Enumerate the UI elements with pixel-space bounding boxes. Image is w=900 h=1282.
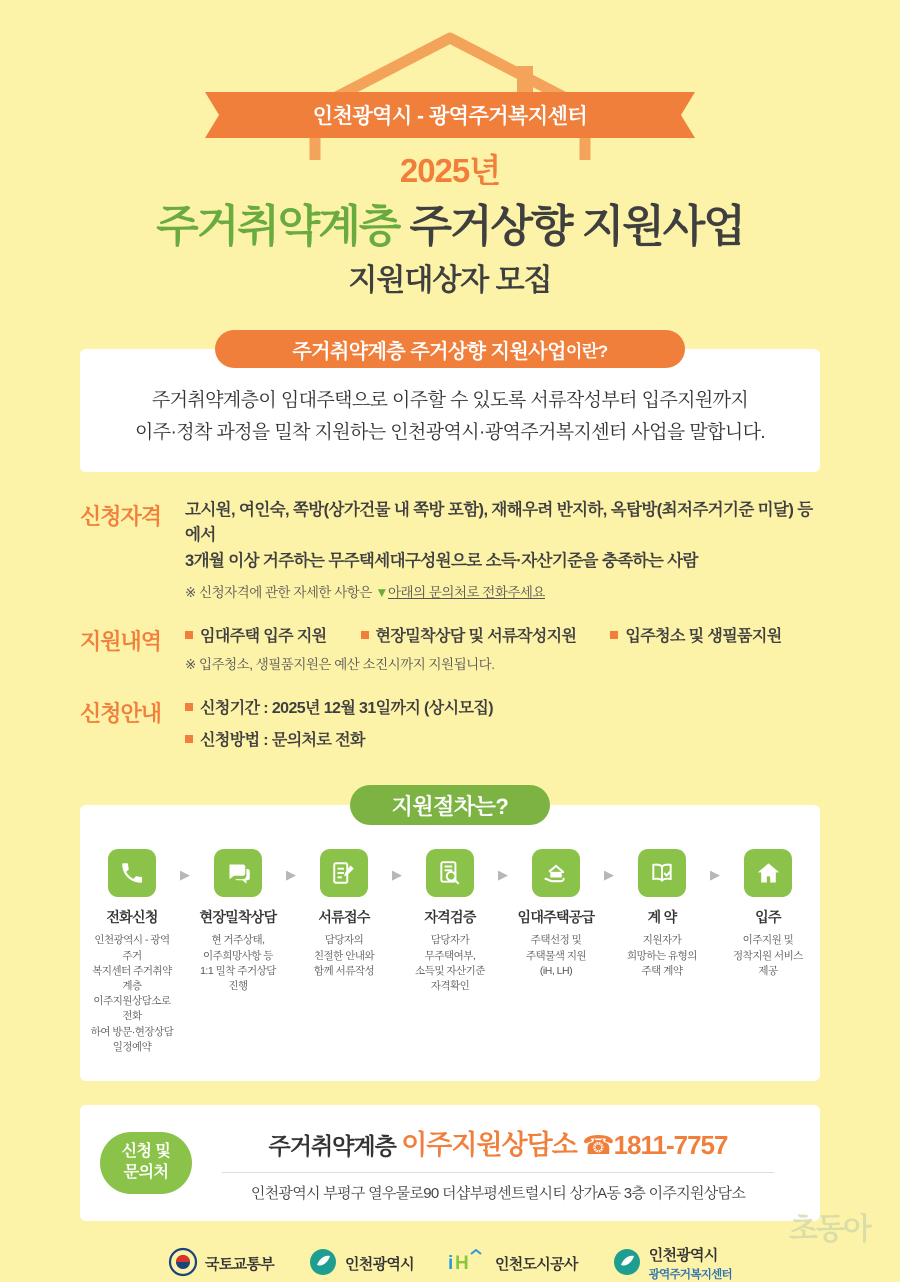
section-eligibility-body — [185, 498, 820, 602]
process-step-desc: 담당자가 무주택여부, 소득및 자산기준 자격확인 — [415, 934, 485, 992]
section-eligibility — [80, 498, 820, 602]
process-step-desc: 주택선정 및 주택물색 지원 (iH, LH) — [525, 934, 587, 977]
process-section — [80, 785, 820, 1081]
process-step-desc: 현 거주상태, 이주희망사항 등 1:1 밀착 주거상담 진행 — [200, 934, 276, 992]
intro-section — [80, 330, 820, 472]
logo-welfare-center — [612, 1247, 732, 1282]
contact-divider — [222, 1172, 774, 1173]
document-search-icon — [426, 849, 474, 897]
process-arrow-icon: ▶ — [392, 867, 402, 883]
contact-title-line — [196, 1123, 800, 1162]
section-support-items — [80, 623, 820, 673]
process-box — [80, 805, 820, 1081]
process-step — [196, 849, 280, 994]
process-step-desc: 지원자가 희망하는 유형의 주택 계약 — [627, 934, 697, 977]
intro-line-2: 이주·정착 과정을 밀착 지원하는 인천광역시·광역주거복지센터 사업을 말합니다. — [134, 422, 766, 444]
process-step — [90, 849, 174, 1055]
eligibility-note — [185, 581, 820, 601]
document-pen-icon — [320, 849, 368, 897]
section-eligibility-label: 신청자격 — [80, 503, 162, 529]
triangle-down-icon: ▼ — [375, 585, 388, 601]
ih-emblem-icon — [448, 1248, 488, 1281]
contact-title-prefix: 주거취약계층 — [268, 1133, 402, 1160]
eligibility-note-prefix: ※ 신청자격에 관한 자세한 사항은 — [185, 585, 376, 601]
process-arrow-icon: ▶ — [710, 867, 720, 883]
watermark: 초동아 — [789, 1212, 870, 1247]
process-step — [620, 849, 704, 979]
logo-row — [80, 1247, 820, 1282]
eligibility-note-underline: 아래의 문의처로 전화주세요 — [387, 585, 545, 601]
section-support-items-label: 지원내역 — [80, 629, 162, 655]
telephone-icon: ☎ — [582, 1130, 614, 1161]
intro-badge — [215, 330, 685, 368]
process-step-desc: 인천광역시 - 광역주거 복지센터 주거취약계층 이주지원상담소로 전화 하여 방문·현장상담 일정예약 — [90, 934, 174, 1053]
logo-welfare-center-line-1: 인천광역시 — [648, 1247, 718, 1265]
contact-badge — [100, 1132, 192, 1194]
support-item-2: 현장밀착상담 및 서류작성지원 — [361, 623, 577, 646]
logo-incheon-label: 인천광역시 — [344, 1255, 414, 1273]
ribbon-text: 인천광역시 - 광역주거복지센터 — [312, 105, 588, 128]
logo-welfare-center-line-2: 광역주거복지센터 — [648, 1268, 732, 1281]
process-arrow-icon: ▶ — [498, 867, 508, 883]
process-step — [408, 849, 492, 994]
support-item-1: 임대주택 입주 지원 — [185, 623, 327, 646]
chat-icon — [214, 849, 262, 897]
application-guide-item-2: 신청방법 : 문의처로 전화 — [185, 727, 820, 750]
support-item-3: 입주청소 및 생필품지원 — [610, 623, 781, 646]
moli-emblem-icon — [168, 1247, 198, 1282]
process-arrow-icon: ▶ — [180, 867, 190, 883]
eligibility-line-1: 고시원, 여인숙, 쪽방(상가건물 내 쪽방 포함), 재해우려 반지하, 옥탑방(최저주거기준 미달) 등에서 — [185, 500, 813, 545]
logo-moli-label: 국토교통부 — [205, 1255, 274, 1273]
process-step-title: 서류접수 — [318, 909, 370, 926]
svg-text:H: H — [454, 1253, 469, 1275]
contact-main — [192, 1123, 800, 1203]
contact-badge-line-1: 신청 및 — [121, 1143, 171, 1161]
house-hand-icon — [532, 849, 580, 897]
process-step — [726, 849, 810, 979]
process-step — [302, 849, 386, 979]
contact-section — [80, 1105, 820, 1221]
svg-text:i: i — [447, 1253, 454, 1275]
contact-address: 인천광역시 부평구 열우물로90 더샵부평센트럴시티 상가A동 3층 이주지원상담소 — [250, 1185, 746, 1203]
process-step-desc: 이주지원 및 정착지원 서비스 제공 — [733, 934, 803, 977]
intro-badge-bold: 주거취약계층 주거상향 지원사업 — [292, 340, 566, 363]
logo-welfare-center-label — [649, 1247, 732, 1282]
process-step-title: 현장밀착상담 — [199, 909, 277, 926]
intro-line-1: 주거취약계층이 임대주택으로 이주할 수 있도록 서류작성부터 입주지원까지 — [151, 390, 749, 411]
poster-header — [0, 0, 900, 310]
process-steps — [90, 849, 810, 1055]
support-items-bullets — [185, 623, 820, 646]
home-icon — [744, 849, 792, 897]
incheon-emblem-icon — [308, 1247, 338, 1282]
process-step — [514, 849, 598, 979]
info-sections — [80, 498, 820, 760]
intro-badge-tail: 이란? — [565, 341, 608, 361]
logo-ih — [448, 1248, 578, 1281]
section-application-guide — [80, 695, 820, 759]
process-arrow-icon: ▶ — [604, 867, 614, 883]
welfare-center-emblem-icon — [612, 1247, 642, 1282]
logo-ih-label: 인천도시공사 — [494, 1255, 578, 1273]
contract-check-icon — [638, 849, 686, 897]
contact-office-name: 이주지원상담소 — [401, 1130, 577, 1161]
section-support-items-body — [185, 623, 820, 673]
process-step-desc: 담당자의 친절한 안내와 함께 서류작성 — [313, 934, 375, 977]
process-arrow-icon: ▶ — [286, 867, 296, 883]
process-step-title: 전화신청 — [106, 909, 158, 926]
process-step-title: 계 약 — [647, 909, 677, 926]
page-title-green: 주거취약계층 — [156, 202, 400, 251]
page-title — [0, 190, 900, 254]
page-subtitle: 지원대상자 모집 — [348, 264, 552, 297]
contact-badge-line-2: 문의처 — [123, 1164, 169, 1182]
logo-incheon — [308, 1247, 414, 1282]
phone-icon — [108, 849, 156, 897]
poster-year: 2025년 — [399, 152, 501, 189]
process-step-title: 자격검증 — [424, 909, 476, 926]
eligibility-line-2: 3개월 이상 거주하는 무주택세대구성원으로 소득·자산기준을 충족하는 사람 — [185, 551, 698, 570]
section-application-guide-body — [185, 695, 820, 759]
process-badge: 지원절차는? — [350, 785, 550, 825]
process-step-title: 입주 — [755, 909, 781, 926]
application-guide-item-1: 신청기간 : 2025년 12월 31일까지 (상시모집) — [185, 695, 820, 718]
logo-moli — [168, 1247, 274, 1282]
ribbon-banner — [235, 92, 665, 138]
section-application-guide-label: 신청안내 — [80, 701, 162, 727]
contact-phone-number[interactable]: 1811-7757 — [613, 1130, 728, 1161]
support-items-note: ※ 입주청소, 생필품지원은 예산 소진시까지 지원됩니다. — [185, 657, 495, 673]
process-step-title: 임대주택공급 — [517, 909, 595, 926]
page-title-rest: 주거상향 지원사업 — [399, 202, 744, 251]
